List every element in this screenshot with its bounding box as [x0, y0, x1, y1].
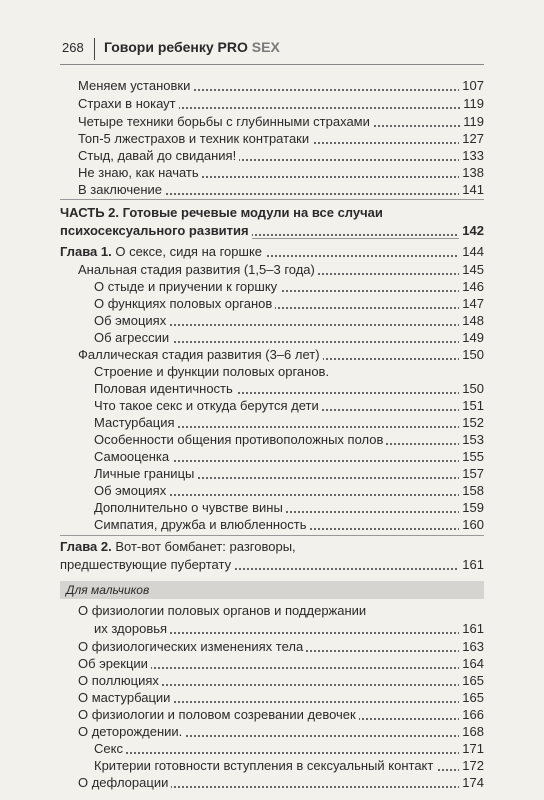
toc-entry[interactable]: Секс 171	[94, 741, 484, 756]
toc-entry[interactable]: Половая идентичность 150	[94, 381, 484, 396]
toc-entry[interactable]: Четыре техники борьбы с глубинными страхами 119	[78, 114, 484, 129]
toc-entry[interactable]: Что такое секс и откуда берутся дети 151	[94, 398, 484, 413]
toc-entry[interactable]: Об эмоциях 158	[94, 483, 484, 498]
toc-entry[interactable]: Страхи в нокаут 119	[78, 96, 484, 111]
toc-entry[interactable]: О стыде и приучении к горшку 146	[94, 279, 484, 294]
toc-entry[interactable]: В заключение 141	[78, 182, 484, 197]
toc-entry[interactable]: Мастурбация 152	[94, 415, 484, 430]
toc-entry[interactable]: Об эмоциях 148	[94, 313, 484, 328]
toc-entry[interactable]: О поллюциях 165	[78, 673, 484, 688]
toc-entry-no-page[interactable]: Строение и функции половых органов.	[94, 364, 330, 379]
chapter-heading-line1[interactable]: Глава 2. Вот-вот бомбанет: разговоры,	[60, 539, 296, 554]
section-divider	[60, 199, 484, 200]
toc-entry[interactable]: Не знаю, как начать 138	[78, 165, 484, 180]
page-number: 268	[62, 40, 84, 55]
toc-chapter-heading[interactable]: предшествующие пубертату 161	[60, 557, 484, 572]
toc-part-heading[interactable]: психосексуального развития 142	[60, 223, 484, 238]
book-title-accent: SEX	[251, 39, 280, 55]
toc-entry[interactable]: Симпатия, дружба и влюбленность 160	[94, 517, 484, 532]
toc-entry[interactable]: Самооценка 155	[94, 449, 484, 464]
toc-entry[interactable]: О деторождении. 168	[78, 724, 484, 739]
toc-stage-heading[interactable]: Анальная стадия развития (1,5–3 года) 145	[78, 262, 484, 277]
toc-entry[interactable]: Об агрессии 149	[94, 330, 484, 345]
book-title-main: Говори ребенку PRO	[104, 39, 248, 55]
toc-entry[interactable]: Дополнительно о чувстве вины 159	[94, 500, 484, 515]
toc-entry[interactable]: Об эрекции 164	[78, 656, 484, 671]
toc-chapter-heading[interactable]: Глава 1. О сексе, сидя на горшке 144	[60, 244, 484, 259]
toc-entry[interactable]: О мастурбации 165	[78, 690, 484, 705]
toc-entry[interactable]: Критерии готовности вступления в сексуальный контакт 172	[94, 758, 484, 773]
toc-entry[interactable]: О дефлорации 174	[78, 775, 484, 790]
toc-entry[interactable]: Меняем установки 107	[78, 78, 484, 93]
toc-entry[interactable]: О функциях половых органов 147	[94, 296, 484, 311]
toc-entry[interactable]: Стыд, давай до свидания! 133	[78, 148, 484, 163]
toc-entry[interactable]: Особенности общения противоположных полов 153	[94, 432, 484, 447]
toc-entry[interactable]: их здоровья 161	[94, 621, 484, 636]
toc-entry-line1[interactable]: О физиологии половых органов и поддержании	[78, 603, 367, 618]
section-divider	[60, 535, 484, 536]
part-heading-line1[interactable]: ЧАСТЬ 2. Готовые речевые модули на все случаи	[60, 205, 383, 220]
toc-entry[interactable]: О физиологии и половом созревании девочек 166	[78, 707, 484, 722]
toc-entry[interactable]: О физиологических изменениях тела 163	[78, 639, 484, 654]
toc-stage-heading[interactable]: Фаллическая стадия развития (3–6 лет) 150	[78, 347, 484, 362]
toc-entry[interactable]: Личные границы 157	[94, 466, 484, 481]
section-badge: Для мальчиков	[60, 581, 484, 599]
toc-entry[interactable]: Топ-5 лжестрахов и техник контратаки 127	[78, 131, 484, 146]
